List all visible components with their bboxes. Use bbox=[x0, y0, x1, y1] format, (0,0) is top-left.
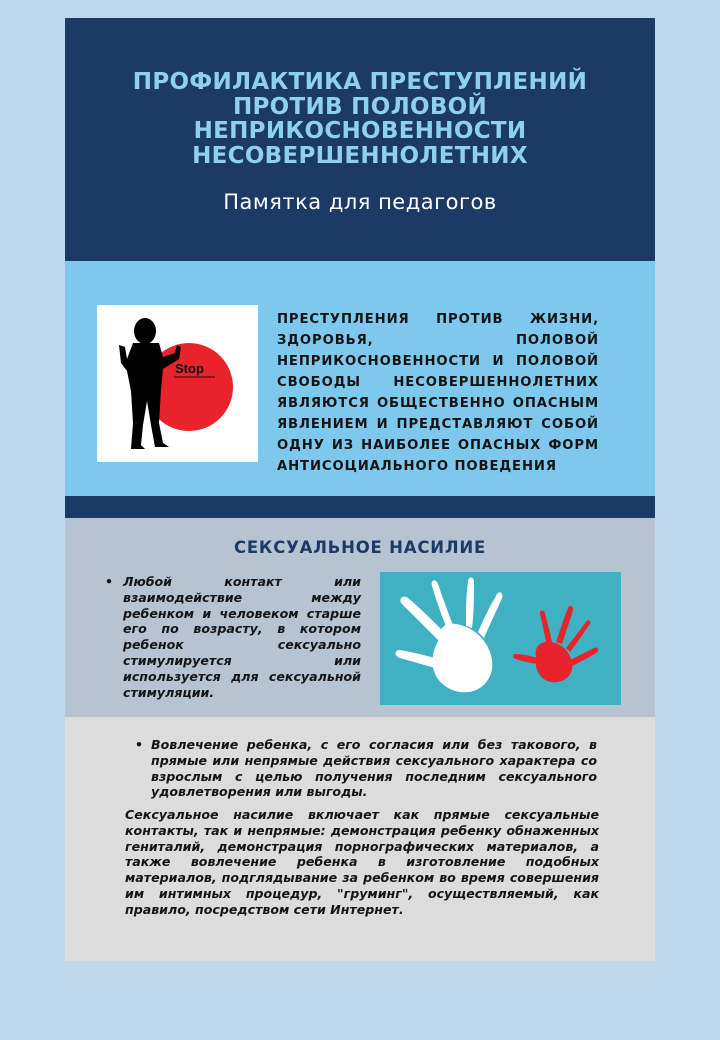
bullet-icon: • bbox=[105, 574, 114, 589]
page-subtitle: Памятка для педагогов bbox=[223, 190, 497, 214]
section-title: СЕКСУАЛЬНОЕ НАСИЛИЕ bbox=[233, 538, 487, 557]
sexual-violence-section bbox=[65, 518, 655, 717]
bullet-text-2: Вовлечение ребенка, с его согласия или без такового, в прямые или непрямые действия сексуального характера со взрослым с целью получения последним сексуального удовлетворения или выгоды. bbox=[151, 737, 597, 800]
bullet-item-2 bbox=[135, 737, 597, 800]
section-divider bbox=[65, 496, 655, 518]
leaflet-page bbox=[65, 18, 655, 961]
intro-text: ПРЕСТУПЛЕНИЯ ПРОТИВ ЖИЗНИ, ЗДОРОВЬЯ, ПОЛОВОЙ НЕПРИКОСНОВЕННОСТИ И ПОЛОВОЙ СВОБОДЫ НЕСОВЕРШЕННОЛЕТНИХ ЯВЛЯЮТСЯ ОБЩЕСТВЕННО ОПАСНЫМ ЯВЛЕНИЕМ И ПРЕДСТАВЛЯЮТ СОБОЙ ОДНУ ИЗ НАИБОЛЕЕ ОПАСНЫХ ФОРМ АНТИСОЦИАЛЬНОГО ПОВЕДЕНИЯ bbox=[277, 312, 599, 474]
handprint-icon bbox=[380, 572, 621, 705]
bullet-item-1 bbox=[105, 574, 361, 700]
white-handprint bbox=[396, 578, 503, 693]
header-banner bbox=[65, 18, 655, 261]
stop-child-illustration bbox=[97, 305, 258, 462]
description-paragraph: Сексуальное насилие включает как прямые сексуальные контакты, так и непрямые: демонстрация ребенку обнаженных гениталий, демонстрация порнографических материалов, а также вовлечение ребенка в изготовление подобных материалов, подглядывание за ребенком во время совершения им интимных процедур, "груминг", осуществляемый, как правило, посредством сети Интернет. bbox=[125, 807, 599, 917]
stop-child-icon bbox=[97, 305, 258, 462]
handprints-illustration bbox=[380, 572, 621, 705]
bullet-text-1: Любой контакт или взаимодействие между ребенком и человеком старше его по возрасту, в котором ребенок сексуально стимулируется или используется для сексуальной стимуляции. bbox=[123, 574, 361, 700]
lower-section bbox=[65, 717, 655, 961]
intro-block bbox=[65, 261, 655, 496]
page-title: ПРОФИЛАКТИКА ПРЕСТУПЛЕНИЙ ПРОТИВ ПОЛОВОЙ НЕПРИКОСНОВЕННОСТИ НЕСОВЕРШЕННОЛЕТНИХ bbox=[132, 69, 588, 169]
red-handprint bbox=[513, 606, 598, 682]
stop-label: Stop bbox=[175, 361, 204, 376]
bullet-icon: • bbox=[135, 737, 144, 752]
